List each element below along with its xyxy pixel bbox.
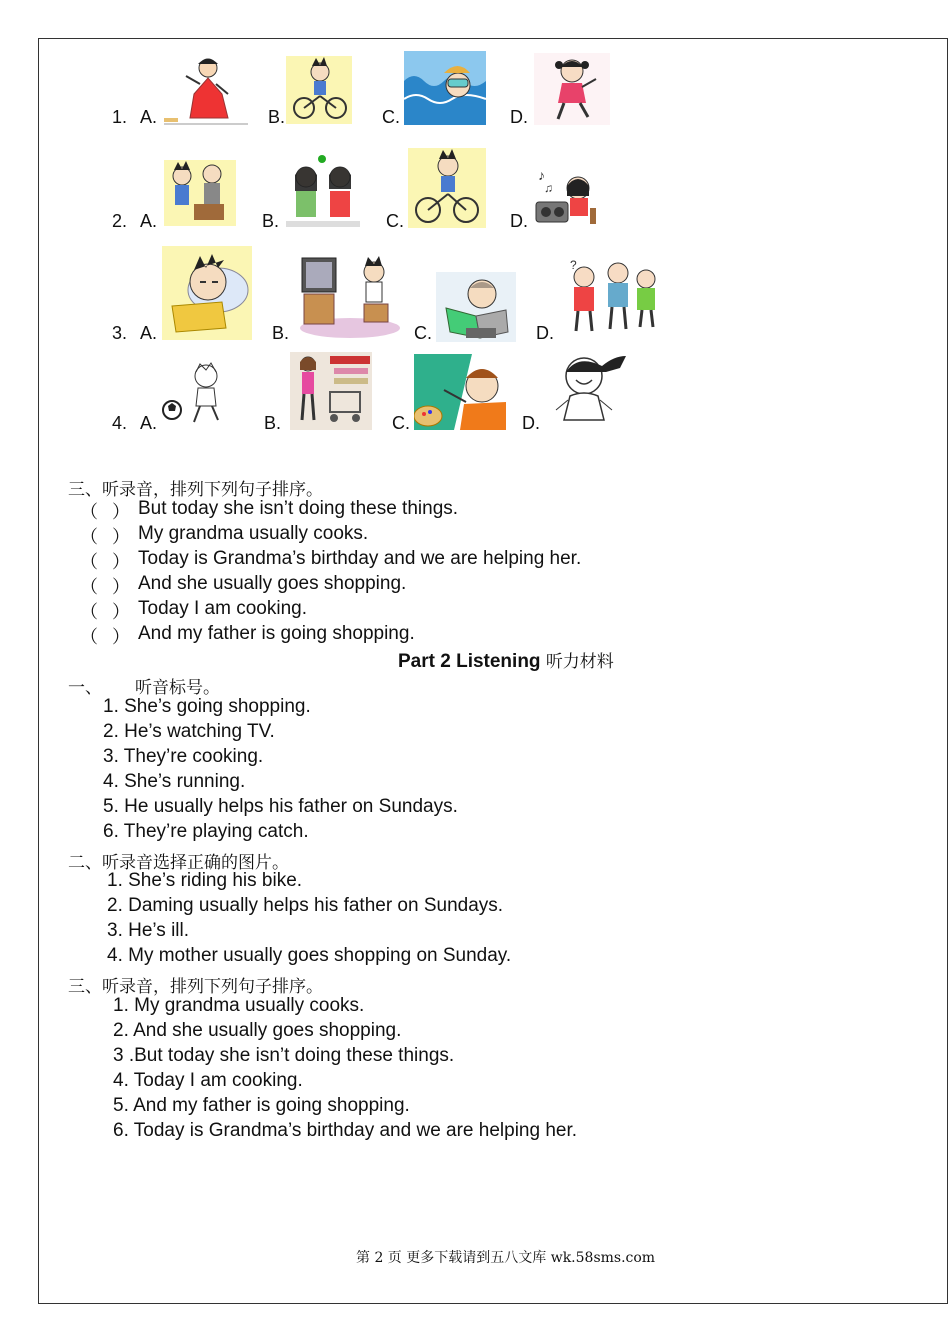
part2-title-cn: 听力材料 — [545, 652, 614, 672]
answer-blank-open[interactable]: （ — [80, 552, 98, 573]
q2-option-c[interactable]: C. — [386, 211, 404, 231]
script-line: 4. She’s running. — [103, 771, 246, 792]
boy-painting-picture — [414, 354, 506, 430]
script-line: 5. And my father is going shopping. — [113, 1095, 410, 1116]
answer-blank-close: ） — [112, 552, 130, 573]
q3-number: 3. — [112, 323, 128, 343]
q4-option-c[interactable]: C. — [392, 413, 410, 433]
script-line: 2. And she usually goes shopping. — [113, 1020, 402, 1041]
q4-number: 4. — [112, 413, 128, 433]
woman-shopping-picture — [290, 352, 372, 430]
q2-option-a[interactable]: A. — [140, 211, 158, 231]
ordering-sentence: Today I am cooking. — [138, 598, 307, 619]
script-line: 1. She’s going shopping. — [103, 696, 311, 717]
boy-playing-football-picture — [160, 362, 236, 424]
q1-option-a[interactable]: A. — [140, 107, 158, 127]
ordering-sentence: And my father is going shopping. — [138, 623, 415, 644]
q2-option-d[interactable]: D. — [510, 211, 528, 231]
q3-option-a[interactable]: A. — [140, 323, 158, 343]
section3-heading: 三、听录音，排列下列句子排序。 — [68, 480, 323, 500]
q1-number: 1. — [112, 107, 128, 127]
q3-option-b[interactable]: B. — [272, 323, 290, 343]
s2-heading: 二、听录音选择正确的图片。 — [68, 853, 289, 873]
script-line: 2. Daming usually helps his father on Sundays. — [107, 895, 504, 916]
swimming-girl-picture — [404, 51, 486, 125]
q4-option-b[interactable]: B. — [264, 413, 282, 433]
answer-blank-close: ） — [112, 602, 130, 623]
q3-option-c[interactable]: C. — [414, 323, 432, 343]
script-line: 2. He’s watching TV. — [103, 721, 275, 742]
answer-blank-close: ） — [112, 502, 130, 523]
page-footer: 第 2 页 更多下载请到五八文库 wk.58sms.com — [356, 1250, 656, 1266]
boy-riding-bike-picture — [286, 56, 352, 124]
q3-option-d[interactable]: D. — [536, 323, 554, 343]
ordering-sentence: And she usually goes shopping. — [138, 573, 407, 594]
svg-text:♪: ♪ — [538, 167, 545, 183]
script-line: 3. They’re cooking. — [103, 746, 264, 767]
s1-label: 一、 — [68, 678, 102, 698]
script-line: 3. He’s ill. — [107, 920, 190, 941]
boy-reading-picture — [436, 272, 516, 342]
answer-blank-close: ） — [112, 527, 130, 548]
answer-blank-open[interactable]: （ — [80, 602, 98, 623]
script-line: 1. She’s riding his bike. — [107, 870, 303, 891]
two-girls-talking-picture — [286, 155, 360, 227]
answer-blank-open[interactable]: （ — [80, 627, 98, 648]
q1-option-d[interactable]: D. — [510, 107, 528, 127]
sick-boy-in-bed-picture — [162, 246, 252, 340]
script-line: 4. My mother usually goes shopping on Sunday. — [107, 945, 512, 966]
script-line: 1. My grandma usually cooks. — [113, 995, 365, 1016]
svg-text:?: ? — [570, 258, 577, 272]
children-playing-picture — [556, 251, 664, 341]
script-line: 6. They’re playing catch. — [103, 821, 309, 842]
q4-option-d[interactable]: D. — [522, 413, 540, 433]
dancing-girl-picture — [162, 54, 250, 126]
q1-option-b[interactable]: B. — [268, 107, 286, 127]
ordering-sentence: Today is Grandma’s birthday and we are helping her. — [138, 548, 582, 569]
girl-line-drawing-picture — [548, 350, 630, 428]
girl-running-picture — [534, 53, 610, 125]
script-line: 5. He usually helps his father on Sundays. — [103, 796, 458, 817]
boy-watching-tv-picture — [294, 250, 402, 342]
q4-option-a[interactable]: A. — [140, 413, 158, 433]
ordering-sentence: My grandma usually cooks. — [138, 523, 369, 544]
script-line: 3 .But today she isn’t doing these things. — [113, 1045, 455, 1066]
part2-title-en: Part 2 Listening — [398, 651, 541, 672]
svg-text:♫: ♫ — [544, 181, 553, 195]
q2-option-b[interactable]: B. — [262, 211, 280, 231]
boy-riding-bike-picture-2 — [408, 148, 486, 228]
part2-title — [398, 647, 614, 673]
ordering-sentence: But today she isn’t doing these things. — [138, 498, 459, 519]
girl-listening-radio-picture — [534, 166, 598, 226]
script-line: 4. Today I am cooking. — [113, 1070, 303, 1091]
answer-blank-close: ） — [112, 577, 130, 598]
answer-blank-open[interactable]: （ — [80, 577, 98, 598]
q1-option-c[interactable]: C. — [382, 107, 400, 127]
answer-blank-close: ） — [112, 627, 130, 648]
answer-blank-open[interactable]: （ — [80, 527, 98, 548]
s1-heading: 听音标号。 — [135, 678, 220, 698]
answer-blank-open[interactable]: （ — [80, 502, 98, 523]
q2-number: 2. — [112, 211, 128, 231]
boy-helping-father-picture — [164, 160, 236, 226]
s3-heading: 三、听录音，排列下列句子排序。 — [68, 977, 323, 997]
script-line: 6. Today is Grandma’s birthday and we are helping her. — [113, 1120, 578, 1141]
